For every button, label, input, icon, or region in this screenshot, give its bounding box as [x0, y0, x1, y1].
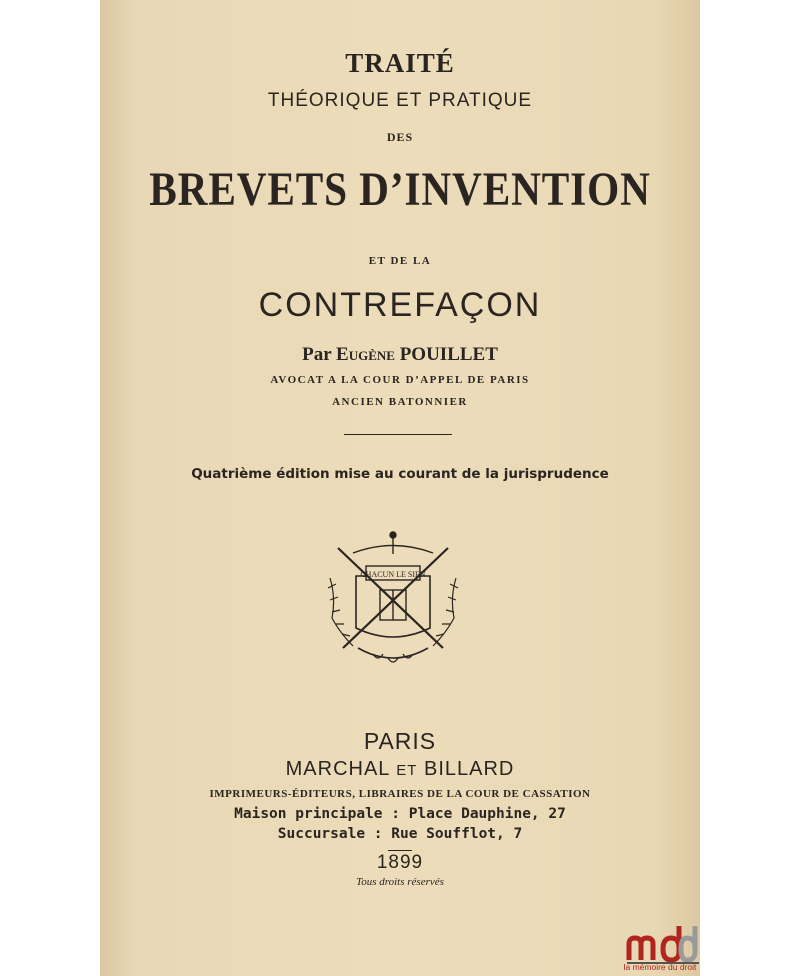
- watermark-tagline: la mémoire du droit: [623, 962, 697, 972]
- publisher-description: IMPRIMEURS-ÉDITEURS, LIBRAIRES DE LA COUR DE CASSATION: [209, 788, 591, 800]
- publisher-name: [100, 758, 700, 781]
- author-role: AVOCAT A LA COUR D’APPEL DE PARIS: [270, 374, 530, 386]
- title-line-theorique: THÉORIQUE ET PRATIQUE: [267, 90, 533, 111]
- author-last-name: POUILLET: [399, 344, 498, 365]
- publisher-et: ET: [396, 762, 418, 779]
- publication-year: 1899: [376, 852, 424, 873]
- main-address: Maison principale : Place Dauphine, 27: [234, 806, 566, 822]
- publisher-emblem-icon: [318, 528, 468, 678]
- author-role-2: ANCIEN BATONNIER: [332, 396, 468, 408]
- title-line-des: DES: [386, 130, 414, 144]
- branch-address: Succursale : Rue Soufflot, 7: [277, 826, 523, 842]
- author-first-name: Eugène: [336, 344, 395, 365]
- author-line: [100, 344, 700, 366]
- title-line-traite: TRAITÉ: [345, 48, 455, 78]
- divider-rule: [344, 434, 452, 435]
- author-prefix: Par: [302, 344, 332, 365]
- short-rule: [388, 850, 412, 851]
- main-title: BREVETS D’INVENTION: [149, 163, 651, 216]
- title-page: [100, 0, 700, 976]
- publication-city: PARIS: [363, 728, 437, 754]
- title-line-et-de-la: ET DE LA: [368, 255, 432, 267]
- edition-note: Quatrième édition mise au courant de la jurisprudence: [191, 466, 609, 482]
- subtitle: CONTREFAÇON: [258, 286, 542, 324]
- publisher-name-part1: MARCHAL: [285, 758, 390, 780]
- rights-notice: Tous droits réservés: [356, 876, 444, 888]
- publisher-name-part2: BILLARD: [423, 758, 515, 780]
- emblem-motto: CHACUN LE SIEN: [360, 570, 426, 579]
